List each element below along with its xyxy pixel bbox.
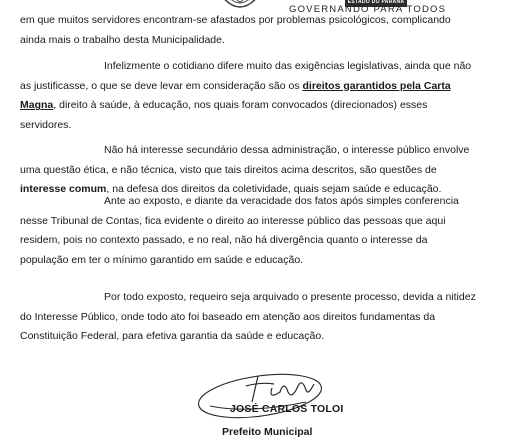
- paragraph-2: [20, 57, 510, 135]
- paragraph-line: uma questão ética, e não técnica, visto que tais direitos acima descritos, são questões de: [20, 163, 437, 176]
- paragraph-line: Ante ao exposto, e diante da veracidade dos fatos após simples conferencia: [104, 195, 459, 207]
- paragraph-line: do Interesse Público, onde todo ato foi baseado em atenção aos direitos fundamentas da: [20, 310, 436, 323]
- emphasis-underline: direitos garantidos pela Carta: [302, 79, 451, 92]
- paragraph-line: Infelizmente o cotidiano difere muito das exigências legislativas, ainda que não: [104, 60, 472, 72]
- paragraph-line: nesse Tribunal de Contas, fica evidente o direito ao interesse público das pessoas que aqui: [20, 214, 446, 227]
- paragraph-5: [20, 288, 510, 347]
- paragraph-1: [20, 11, 510, 50]
- emphasis-bold: interesse comum: [20, 183, 107, 196]
- state-badge: ESTADO DO PARANÁ: [345, 0, 407, 7]
- paragraph-line: as justificasse, o que se deve levar em consideração são os direitos garantidos pela Carta: [20, 79, 451, 92]
- signatory-title: Prefeito Municipal: [222, 426, 313, 438]
- paragraph-line: residem, pois no contexto passado, e no real, não há divergência quanto o interesse da: [20, 234, 428, 247]
- paragraph-line: Não há interesse secundário dessa administração, o interesse público envolve: [104, 144, 470, 156]
- government-slogan: GOVERNANDO PARA TODOS: [289, 4, 447, 15]
- paragraph-line: população em ter o mínimo garantido em saúde e educação.: [20, 253, 304, 266]
- paragraph-3: [20, 141, 510, 200]
- paragraph-line: Magna, direito à saúde, à educação, nos quais foram convocados (direcionados) esses: [20, 99, 428, 112]
- paragraph-line: Por todo exposto, requeiro seja arquivado o presente processo, devida a nitidez: [104, 291, 476, 303]
- emphasis-underline: Magna: [20, 99, 54, 112]
- paragraph-line: servidores.: [20, 118, 72, 131]
- paragraph-4: [20, 192, 510, 270]
- signature-block: [188, 362, 348, 447]
- paragraph-line: Constituição Federal, para efetiva garantia da saúde e educação.: [20, 330, 325, 343]
- paragraph-line: em que muitos servidores encontram-se afastados por problemas psicológicos, complicando: [20, 14, 451, 26]
- signatory-name: JOSÉ CARLOS TOLOI: [230, 403, 344, 415]
- paragraph-line: ainda mais o trabalho desta Municipalidade.: [20, 33, 225, 46]
- paragraph-line: interesse comum, na defesa dos direitos da coletividade, quais sejam saúde e educação.: [20, 183, 442, 196]
